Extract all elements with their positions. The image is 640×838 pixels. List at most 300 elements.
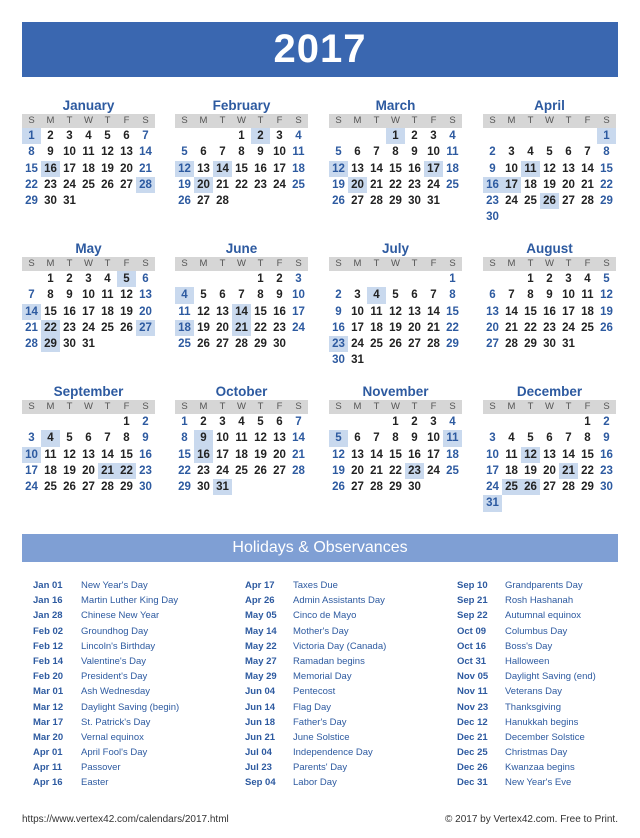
empty-cell <box>60 414 79 430</box>
weekday-label: M <box>46 115 55 126</box>
empty-cell <box>98 336 117 352</box>
day-cell: 25 <box>101 321 114 334</box>
holiday-row <box>33 639 179 654</box>
day-cell: 23 <box>329 336 348 352</box>
day-cell: 23 <box>600 464 613 477</box>
day-cell: 2 <box>335 289 342 302</box>
day-cell: 13 <box>486 305 499 318</box>
day-cell: 30 <box>332 354 345 367</box>
day-cell: 22 <box>581 464 594 477</box>
holiday-date: Feb 14 <box>33 655 64 667</box>
weekday-label: M <box>507 115 516 126</box>
day-cell: 2 <box>546 273 553 285</box>
weekday-label: W <box>237 115 246 126</box>
empty-cell <box>578 495 597 511</box>
day-cell: 8 <box>181 432 188 445</box>
week-row <box>329 287 462 303</box>
day-cell: 2 <box>66 273 73 285</box>
weekday-label: T <box>66 401 73 412</box>
empty-cell <box>559 209 578 225</box>
day-cell: 9 <box>194 430 213 446</box>
day-cell: 29 <box>25 195 38 208</box>
weekday-label: S <box>449 401 456 412</box>
holiday-row <box>457 730 596 745</box>
empty-cell <box>424 352 443 368</box>
day-cell: 2 <box>200 416 207 428</box>
empty-cell <box>424 479 443 495</box>
day-cell: 18 <box>581 305 594 318</box>
week-row <box>175 304 308 320</box>
day-cell: 3 <box>85 273 92 285</box>
day-cell: 5 <box>181 146 188 159</box>
day-cell: 1 <box>527 273 534 285</box>
weekday-label: M <box>199 258 208 269</box>
day-cell: 6 <box>565 146 572 159</box>
day-cell: 8 <box>392 432 399 445</box>
day-cell: 23 <box>139 464 152 477</box>
day-cell: 7 <box>565 432 572 445</box>
day-cell: 13 <box>216 305 229 318</box>
week-row <box>22 128 155 144</box>
holiday-date: Jun 04 <box>245 686 276 698</box>
day-cell: 24 <box>63 178 76 191</box>
week-row <box>483 320 616 336</box>
day-cell: 23 <box>273 321 286 334</box>
empty-cell <box>367 352 386 368</box>
day-cell: 23 <box>63 321 76 334</box>
day-cell: 26 <box>521 479 540 495</box>
holiday-date: Sep 04 <box>245 777 276 789</box>
day-cell: 21 <box>216 178 229 191</box>
day-cell: 9 <box>66 289 73 302</box>
weekday-label: S <box>181 401 188 412</box>
weekday-label: T <box>411 258 418 269</box>
day-cell: 25 <box>292 178 305 191</box>
day-cell: 22 <box>254 321 267 334</box>
day-cell: 5 <box>200 289 207 302</box>
day-cell: 20 <box>120 162 133 175</box>
empty-cell <box>521 128 540 144</box>
day-cell: 8 <box>603 146 610 159</box>
day-cell: 13 <box>82 448 95 461</box>
holiday-column <box>245 578 386 791</box>
week-row <box>22 177 155 193</box>
month-february <box>175 98 308 209</box>
holiday-date: Dec 21 <box>457 731 488 743</box>
holiday-name: April Fool's Day <box>81 747 148 759</box>
weekday-label: S <box>295 258 302 269</box>
day-cell: 29 <box>254 338 267 351</box>
month-march <box>329 98 462 209</box>
holiday-date: Apr 17 <box>245 580 275 591</box>
day-cell: 25 <box>581 321 594 334</box>
weekday-label: F <box>276 401 283 412</box>
week-row <box>175 161 308 177</box>
day-cell: 27 <box>486 338 499 351</box>
day-cell: 17 <box>216 448 229 461</box>
day-cell: 3 <box>354 289 361 302</box>
weekday-header <box>329 400 462 414</box>
holiday-row <box>245 715 386 730</box>
day-cell: 16 <box>194 447 213 463</box>
month-august <box>483 241 616 352</box>
weekday-label: M <box>46 401 55 412</box>
day-cell: 8 <box>584 432 591 445</box>
weekday-label: W <box>545 115 554 126</box>
day-cell: 10 <box>427 432 440 445</box>
weekday-label: T <box>104 401 111 412</box>
weekday-label: T <box>373 258 380 269</box>
empty-cell <box>540 495 559 511</box>
month-april <box>483 98 616 226</box>
day-cell: 19 <box>332 464 345 477</box>
day-cell: 2 <box>603 416 610 428</box>
day-cell: 14 <box>370 448 383 461</box>
holiday-name: Memorial Day <box>293 671 352 683</box>
day-cell: 25 <box>446 178 459 191</box>
day-cell: 19 <box>389 321 402 334</box>
day-cell: 18 <box>505 464 518 477</box>
day-cell: 12 <box>521 447 540 463</box>
day-cell: 8 <box>47 289 54 302</box>
day-cell: 4 <box>449 130 456 142</box>
holiday-date: May 27 <box>245 655 277 667</box>
weekday-label: T <box>565 115 572 126</box>
empty-cell <box>175 128 194 144</box>
day-cell: 3 <box>430 130 437 142</box>
empty-cell <box>329 414 348 430</box>
empty-cell <box>22 271 41 287</box>
day-cell: 20 <box>348 177 367 193</box>
day-cell: 27 <box>543 481 556 494</box>
empty-cell <box>521 495 540 511</box>
day-cell: 10 <box>22 447 41 463</box>
day-cell: 4 <box>584 273 591 285</box>
day-cell: 22 <box>389 464 402 477</box>
weekday-label: T <box>527 258 534 269</box>
day-cell: 18 <box>44 464 57 477</box>
day-cell: 25 <box>178 338 191 351</box>
day-cell: 25 <box>370 338 383 351</box>
week-row <box>483 287 616 303</box>
day-cell: 22 <box>389 178 402 191</box>
weekday-label: T <box>219 115 226 126</box>
holiday-name: December Solstice <box>505 731 585 743</box>
day-cell: 20 <box>408 321 421 334</box>
empty-cell <box>175 271 194 287</box>
weekday-label: T <box>66 258 73 269</box>
empty-cell <box>232 479 251 495</box>
weekday-label: S <box>28 401 35 412</box>
day-cell: 12 <box>175 161 194 177</box>
empty-cell <box>483 128 502 144</box>
day-cell: 21 <box>139 162 152 175</box>
day-cell: 20 <box>194 177 213 193</box>
day-cell: 9 <box>335 305 342 318</box>
day-cell: 18 <box>292 162 305 175</box>
holiday-name: Chinese New Year <box>81 610 160 622</box>
holiday-name: Ash Wednesday <box>81 686 151 698</box>
weekday-header <box>483 114 616 128</box>
day-cell: 20 <box>139 305 152 318</box>
month-june <box>175 241 308 352</box>
day-cell: 15 <box>44 305 57 318</box>
day-cell: 7 <box>373 432 380 445</box>
day-cell: 15 <box>446 305 459 318</box>
day-cell: 4 <box>85 130 92 142</box>
day-cell: 28 <box>101 481 114 494</box>
day-cell: 24 <box>427 178 440 191</box>
day-cell: 13 <box>562 162 575 175</box>
weekday-label: W <box>545 258 554 269</box>
week-row <box>175 193 308 209</box>
day-cell: 1 <box>257 273 264 285</box>
day-cell: 20 <box>351 464 364 477</box>
weekday-label: M <box>353 401 362 412</box>
day-cell: 22 <box>117 463 136 479</box>
empty-cell <box>443 479 462 495</box>
day-cell: 17 <box>351 321 364 334</box>
day-cell: 19 <box>254 448 267 461</box>
day-cell: 22 <box>178 464 191 477</box>
day-cell: 18 <box>446 162 459 175</box>
holiday-row <box>457 654 596 669</box>
day-cell: 23 <box>197 464 210 477</box>
empty-cell <box>117 336 136 352</box>
holiday-name: Hanukkah begins <box>505 716 579 728</box>
week-row <box>483 193 616 209</box>
weekday-label: S <box>142 258 149 269</box>
empty-cell <box>289 479 308 495</box>
weekday-label: T <box>527 401 534 412</box>
day-cell: 10 <box>292 289 305 302</box>
day-cell: 28 <box>216 195 229 208</box>
day-cell: 5 <box>546 146 553 159</box>
weekday-label: T <box>527 115 534 126</box>
day-cell: 26 <box>63 481 76 494</box>
week-row <box>22 430 155 446</box>
week-row <box>483 161 616 177</box>
day-cell: 21 <box>581 178 594 191</box>
week-row <box>22 144 155 160</box>
week-row <box>175 177 308 193</box>
empty-cell <box>136 336 155 352</box>
day-cell: 11 <box>443 430 462 446</box>
day-cell: 6 <box>123 130 130 142</box>
day-cell: 27 <box>197 195 210 208</box>
day-cell: 17 <box>63 162 76 175</box>
day-cell: 1 <box>584 416 591 428</box>
weekday-label: T <box>104 258 111 269</box>
day-cell: 3 <box>219 416 226 428</box>
weekday-label: M <box>507 401 516 412</box>
week-row <box>483 304 616 320</box>
empty-cell <box>502 209 521 225</box>
day-cell: 16 <box>254 162 267 175</box>
day-cell: 11 <box>446 146 459 159</box>
week-row <box>22 463 155 479</box>
day-cell: 15 <box>600 162 613 175</box>
day-cell: 1 <box>123 416 130 428</box>
holiday-row <box>245 578 386 593</box>
year-title: 2017 <box>22 22 618 77</box>
day-cell: 20 <box>486 321 499 334</box>
holiday-row <box>457 624 596 639</box>
day-cell: 27 <box>216 338 229 351</box>
month-january <box>22 98 155 209</box>
weekday-label: F <box>123 401 130 412</box>
empty-cell <box>213 128 232 144</box>
day-cell: 25 <box>82 178 95 191</box>
holiday-name: Mother's Day <box>293 625 349 637</box>
empty-cell <box>329 128 348 144</box>
day-cell: 1 <box>392 416 399 428</box>
day-cell: 21 <box>427 321 440 334</box>
day-cell: 4 <box>104 273 111 285</box>
day-cell: 27 <box>82 481 95 494</box>
empty-cell <box>578 128 597 144</box>
day-cell: 27 <box>273 464 286 477</box>
empty-cell <box>502 495 521 511</box>
day-cell: 2 <box>276 273 283 285</box>
month-october <box>175 384 308 495</box>
weekday-label: W <box>237 401 246 412</box>
holiday-name: Father's Day <box>293 716 347 728</box>
day-cell: 5 <box>527 432 534 445</box>
day-cell: 4 <box>527 146 534 159</box>
weekday-label: W <box>84 258 93 269</box>
holiday-name: Groundhog Day <box>81 625 149 637</box>
holiday-row <box>33 669 179 684</box>
day-cell: 28 <box>292 464 305 477</box>
day-cell: 13 <box>351 448 364 461</box>
empty-cell <box>540 209 559 225</box>
day-cell: 24 <box>427 464 440 477</box>
empty-cell <box>232 193 251 209</box>
day-cell: 1 <box>181 416 188 428</box>
day-cell: 12 <box>120 289 133 302</box>
day-cell: 23 <box>405 463 424 479</box>
day-cell: 9 <box>411 146 418 159</box>
day-cell: 3 <box>508 146 515 159</box>
day-cell: 3 <box>489 432 496 445</box>
day-cell: 9 <box>47 146 54 159</box>
day-cell: 13 <box>139 289 152 302</box>
day-cell: 16 <box>543 305 556 318</box>
empty-cell <box>443 193 462 209</box>
weekday-label: F <box>276 258 283 269</box>
weekday-label: T <box>373 115 380 126</box>
day-cell: 1 <box>449 273 456 285</box>
holiday-date: May 29 <box>245 671 277 683</box>
day-cell: 7 <box>430 289 437 302</box>
day-cell: 16 <box>600 448 613 461</box>
day-cell: 29 <box>389 481 402 494</box>
empty-cell <box>251 479 270 495</box>
week-row <box>329 352 462 368</box>
day-cell: 9 <box>546 289 553 302</box>
weekday-header <box>175 257 308 271</box>
week-row <box>22 287 155 303</box>
empty-cell <box>559 128 578 144</box>
month-name: August <box>526 241 573 256</box>
day-cell: 11 <box>178 305 191 318</box>
week-row <box>329 430 462 446</box>
day-cell: 14 <box>213 161 232 177</box>
weekday-header <box>329 114 462 128</box>
week-row <box>329 336 462 352</box>
empty-cell <box>502 271 521 287</box>
weekday-label: T <box>411 115 418 126</box>
holiday-date: Mar 17 <box>33 716 64 728</box>
day-cell: 14 <box>292 432 305 445</box>
holiday-row <box>457 715 596 730</box>
holiday-name: Lincoln's Birthday <box>81 640 156 652</box>
week-row <box>483 177 616 193</box>
weekday-label: F <box>123 115 130 126</box>
holiday-date: May 22 <box>245 640 277 652</box>
day-cell: 6 <box>354 146 361 159</box>
day-cell: 11 <box>235 432 248 445</box>
day-cell: 15 <box>178 448 191 461</box>
day-cell: 5 <box>257 416 264 428</box>
week-row <box>22 193 155 209</box>
week-row <box>175 479 308 495</box>
day-cell: 23 <box>44 178 57 191</box>
empty-cell <box>424 271 443 287</box>
holiday-row <box>245 775 386 790</box>
week-row <box>483 128 616 144</box>
day-cell: 18 <box>446 448 459 461</box>
week-row <box>483 414 616 430</box>
day-cell: 26 <box>101 178 114 191</box>
empty-cell <box>502 128 521 144</box>
day-cell: 25 <box>524 195 537 208</box>
day-cell: 24 <box>25 481 38 494</box>
weekday-label: T <box>104 115 111 126</box>
day-cell: 21 <box>370 178 383 191</box>
empty-cell <box>597 209 616 225</box>
day-cell: 6 <box>489 289 496 302</box>
weekday-header <box>483 400 616 414</box>
week-row <box>329 447 462 463</box>
day-cell: 31 <box>351 354 364 367</box>
day-cell: 15 <box>120 448 133 461</box>
empty-cell <box>597 336 616 352</box>
holiday-date: Nov 05 <box>457 671 489 683</box>
day-cell: 30 <box>543 338 556 351</box>
week-row <box>22 479 155 495</box>
day-cell: 10 <box>216 432 229 445</box>
holiday-date: Mar 12 <box>33 701 64 713</box>
month-july <box>329 241 462 369</box>
day-cell: 13 <box>120 146 133 159</box>
holiday-row <box>245 745 386 760</box>
holiday-row <box>457 578 596 593</box>
day-cell: 25 <box>446 464 459 477</box>
source-url[interactable]: https://www.vertex42.com/calendars/2017.html <box>22 814 229 825</box>
day-cell: 17 <box>424 161 443 177</box>
holiday-name: Daylight Saving (begin) <box>81 701 180 713</box>
day-cell: 28 <box>370 195 383 208</box>
day-cell: 29 <box>581 481 594 494</box>
holiday-name: June Solstice <box>293 731 350 743</box>
day-cell: 13 <box>408 305 421 318</box>
week-row <box>329 479 462 495</box>
weekday-header <box>175 400 308 414</box>
day-cell: 24 <box>351 338 364 351</box>
week-row <box>22 447 155 463</box>
